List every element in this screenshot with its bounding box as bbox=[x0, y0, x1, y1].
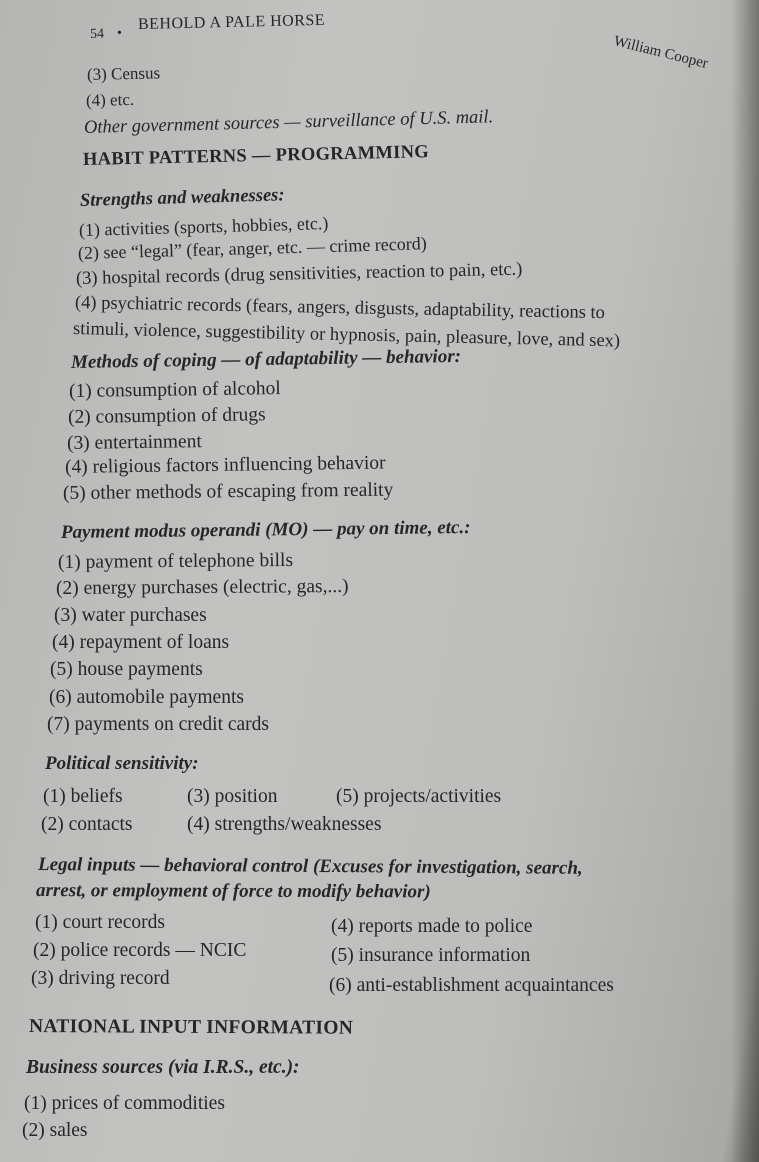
list-item-continuation: stimuli, violence, suggestibility or hypnosis, pain, pleasure, love, and sex) bbox=[72, 319, 621, 352]
list-item: (6) automobile payments bbox=[49, 687, 244, 708]
page-number: 54 bbox=[89, 26, 105, 42]
list-item: (4) reports made to police bbox=[331, 916, 533, 937]
page-edge-shadow bbox=[731, 0, 759, 1162]
section-heading-habit-patterns: HABIT PATTERNS — PROGRAMMING bbox=[82, 142, 430, 170]
subheading-methods-of-coping: Methods of coping — of adaptability — behavior: bbox=[70, 345, 462, 373]
other-government-sources: Other government sources — surveillance of U.S. mail. bbox=[83, 107, 494, 138]
list-item: (5) house payments bbox=[50, 659, 203, 680]
list-item: (4) religious factors influencing behavior bbox=[64, 452, 386, 478]
list-item: (3) driving record bbox=[31, 968, 170, 989]
list-item: (1) court records bbox=[35, 912, 165, 933]
subheading-business-sources: Business sources (via I.R.S., etc.): bbox=[26, 1057, 300, 1078]
list-item: (4) etc. bbox=[85, 89, 135, 110]
list-item: (6) anti-establishment acquaintances bbox=[329, 975, 614, 996]
list-item: (2) contacts bbox=[41, 814, 133, 835]
list-item: (5) projects/activities bbox=[336, 786, 502, 807]
subheading-political-sensitivity: Political sensitivity: bbox=[45, 753, 199, 774]
list-item: (3) water purchases bbox=[54, 605, 207, 626]
list-item: (2) police records — NCIC bbox=[33, 940, 247, 961]
subheading-legal-inputs: Legal inputs — behavioral control (Excuses for investigation, search, bbox=[37, 854, 583, 879]
list-item: (4) repayment of loans bbox=[52, 632, 230, 653]
list-item: (2) consumption of drugs bbox=[67, 404, 266, 428]
paragraph-line bbox=[84, 106, 494, 139]
list-item: (3) hospital records (drug sensitivities, reaction to pain, etc.) bbox=[75, 259, 523, 289]
list-item: (2) sales bbox=[22, 1120, 88, 1141]
list-item: (7) payments on credit cards bbox=[47, 714, 270, 735]
subheading-strengths: Strengths and weaknesses: bbox=[79, 185, 285, 211]
author-name: William Cooper bbox=[612, 33, 710, 73]
list-item: (1) beliefs bbox=[43, 786, 123, 807]
list-item: (3) Census bbox=[86, 63, 161, 84]
subheading-payment-mo: Payment modus operandi (MO) — pay on time, etc.: bbox=[60, 516, 471, 543]
list-item: (1) payment of telephone bills bbox=[57, 549, 294, 573]
subheading-legal-inputs-continuation: arrest, or employment of force to modify behavior) bbox=[35, 880, 431, 903]
list-item: (2) energy purchases (electric, gas,...) bbox=[55, 575, 349, 599]
list-item: (3) position bbox=[187, 786, 278, 807]
list-item: (1) consumption of alcohol bbox=[68, 378, 281, 402]
list-item: (1) activities (sports, hobbies, etc.) bbox=[78, 213, 329, 240]
header-bullet: • bbox=[116, 25, 123, 41]
list-item: (4) psychiatric records (fears, angers, disgusts, adaptability, reactions to bbox=[74, 293, 606, 324]
list-item: (5) other methods of escaping from reality bbox=[62, 479, 394, 504]
list-item: (2) see “legal” (fear, anger, etc. — crime record) bbox=[77, 233, 427, 263]
section-heading-national-input: NATIONAL INPUT INFORMATION bbox=[28, 1016, 354, 1039]
list-item: (1) prices of commodities bbox=[24, 1093, 225, 1114]
list-item: (4) strengths/weaknesses bbox=[187, 814, 382, 835]
list-item: (3) entertainment bbox=[66, 431, 202, 454]
running-header-title: BEHOLD A PALE HORSE bbox=[137, 11, 326, 33]
list-item: (5) insurance information bbox=[331, 945, 531, 966]
